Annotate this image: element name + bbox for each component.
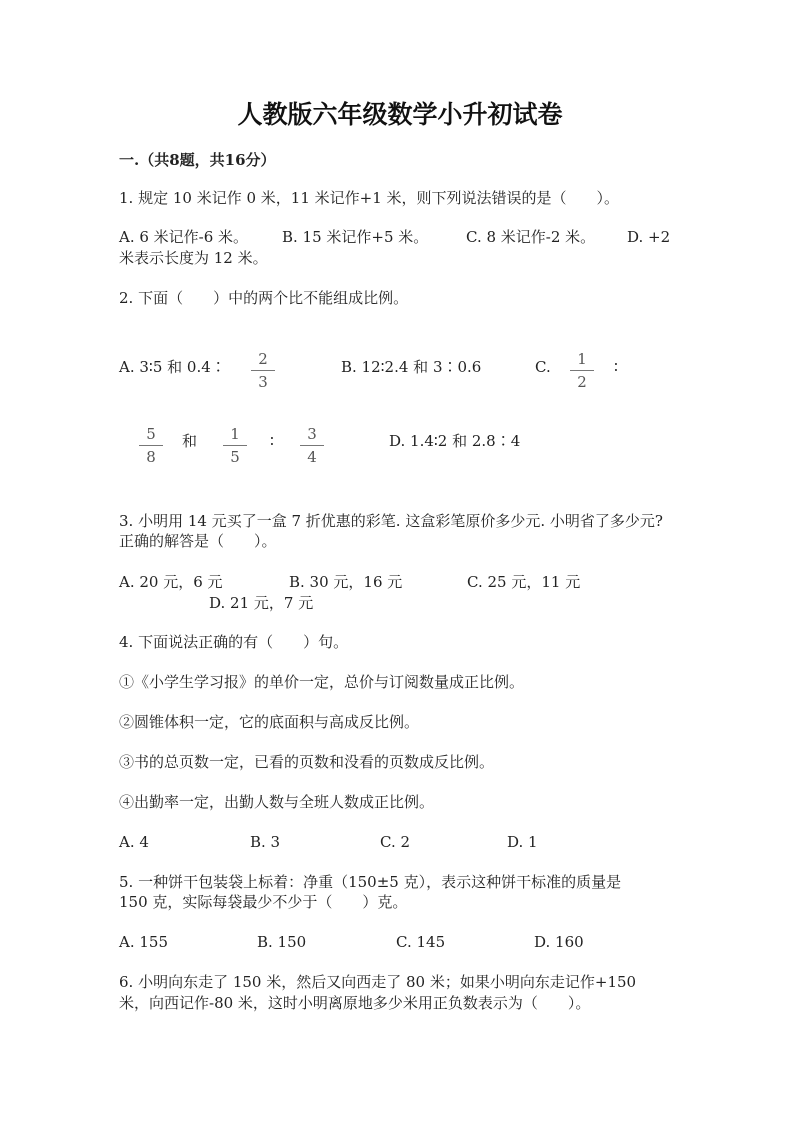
q5-option-b: B. 150 [257, 933, 307, 951]
q1-option-d-continued: 米表示长度为 12 米。 [119, 249, 268, 267]
q2-option-a-fraction [251, 350, 275, 391]
q2-option-c-colon-2: ∶ [270, 432, 274, 450]
fraction-denominator: 5 [230, 448, 240, 466]
q4-option-a: A. 4 [119, 833, 149, 851]
q2-option-c-fraction-3 [223, 425, 247, 466]
fraction-denominator: 4 [307, 448, 317, 466]
q4-statement-1: ①《小学生学习报》的单价一定，总价与订阅数量成正比例。 [119, 673, 525, 691]
q2-option-c-fraction-1 [570, 350, 594, 391]
q2-option-a: A. 3∶5 和 0.4∶ [119, 358, 226, 376]
q2-option-c-colon: ∶ [614, 358, 618, 376]
fraction-bar [300, 445, 324, 446]
q4-statement-3: ③书的总页数一定，已看的页数和没看的页数成反比例。 [119, 753, 495, 771]
fraction-numerator: 1 [230, 425, 240, 443]
q4-stem: 4. 下面说法正确的有（ ）句。 [119, 633, 349, 651]
q2-option-c-fraction-2 [139, 425, 163, 466]
q1-option-a: A. 6 米记作-6 米。 [119, 228, 249, 246]
q5-stem-line-1: 5. 一种饼干包装袋上标着：净重（150±5 克），表示这种饼干标准的质量是 [119, 873, 622, 891]
q3-option-b: B. 30 元，16 元 [289, 573, 403, 591]
q2-stem: 2. 下面（ ）中的两个比不能组成比例。 [119, 289, 409, 307]
q4-option-d: D. 1 [507, 833, 538, 851]
q3-option-d: D. 21 元，7 元 [209, 594, 314, 612]
q2-option-d: D. 1.4∶2 和 2.8∶4 [389, 432, 521, 450]
section-heading: 一.（共8题，共16分） [119, 151, 276, 169]
q6-stem-line-2: 米，向西记作-80 米，这时小明离原地多少米用正负数表示为（ ）。 [119, 994, 591, 1012]
fraction-numerator: 3 [307, 425, 317, 443]
q5-stem-line-2: 150 克，实际每袋最少不少于（ ）克。 [119, 893, 408, 911]
page-title: 人教版六年级数学小升初试卷 [237, 100, 563, 129]
q5-option-c: C. 145 [396, 933, 446, 951]
fraction-bar [223, 445, 247, 446]
q3-option-c: C. 25 元，11 元 [467, 573, 581, 591]
q2-option-b: B. 12∶2.4 和 3∶0.6 [341, 358, 482, 376]
q2-option-c-fraction-4 [300, 425, 324, 466]
fraction-bar [570, 370, 594, 371]
q3-option-a: A. 20 元，6 元 [119, 573, 223, 591]
fraction-bar [251, 370, 275, 371]
q3-stem-line-2: 正确的解答是（ ）。 [119, 532, 277, 550]
q1-option-b: B. 15 米记作+5 米。 [282, 228, 429, 246]
q3-stem-line-1: 3. 小明用 14 元买了一盒 7 折优惠的彩笔. 这盒彩笔原价多少元. 小明省了多少元? [119, 512, 663, 530]
fraction-bar [139, 445, 163, 446]
fraction-denominator: 2 [577, 373, 587, 391]
q4-statement-4: ④出勤率一定，出勤人数与全班人数成正比例。 [119, 793, 435, 811]
q4-option-b: B. 3 [250, 833, 281, 851]
fraction-numerator: 2 [258, 350, 268, 368]
q1-option-c: C. 8 米记作-2 米。 [466, 228, 596, 246]
fraction-denominator: 8 [146, 448, 156, 466]
q2-option-c-label: C. [535, 358, 551, 376]
q4-option-c: C. 2 [380, 833, 411, 851]
fraction-numerator: 5 [146, 425, 156, 443]
q5-option-d: D. 160 [534, 933, 584, 951]
q5-option-a: A. 155 [119, 933, 168, 951]
q2-option-c-and: 和 [182, 432, 198, 450]
q6-stem-line-1: 6. 小明向东走了 150 米，然后又向西走了 80 米；如果小明向东走记作+150 [119, 973, 637, 991]
fraction-denominator: 3 [258, 373, 268, 391]
q4-statement-2: ②圆锥体积一定，它的底面积与高成反比例。 [119, 713, 420, 731]
q1-stem: 1. 规定 10 米记作 0 米，11 米记作+1 米，则下列说法错误的是（ ）。 [119, 189, 620, 207]
fraction-numerator: 1 [577, 350, 587, 368]
q1-option-d: D. +2 [627, 228, 671, 246]
